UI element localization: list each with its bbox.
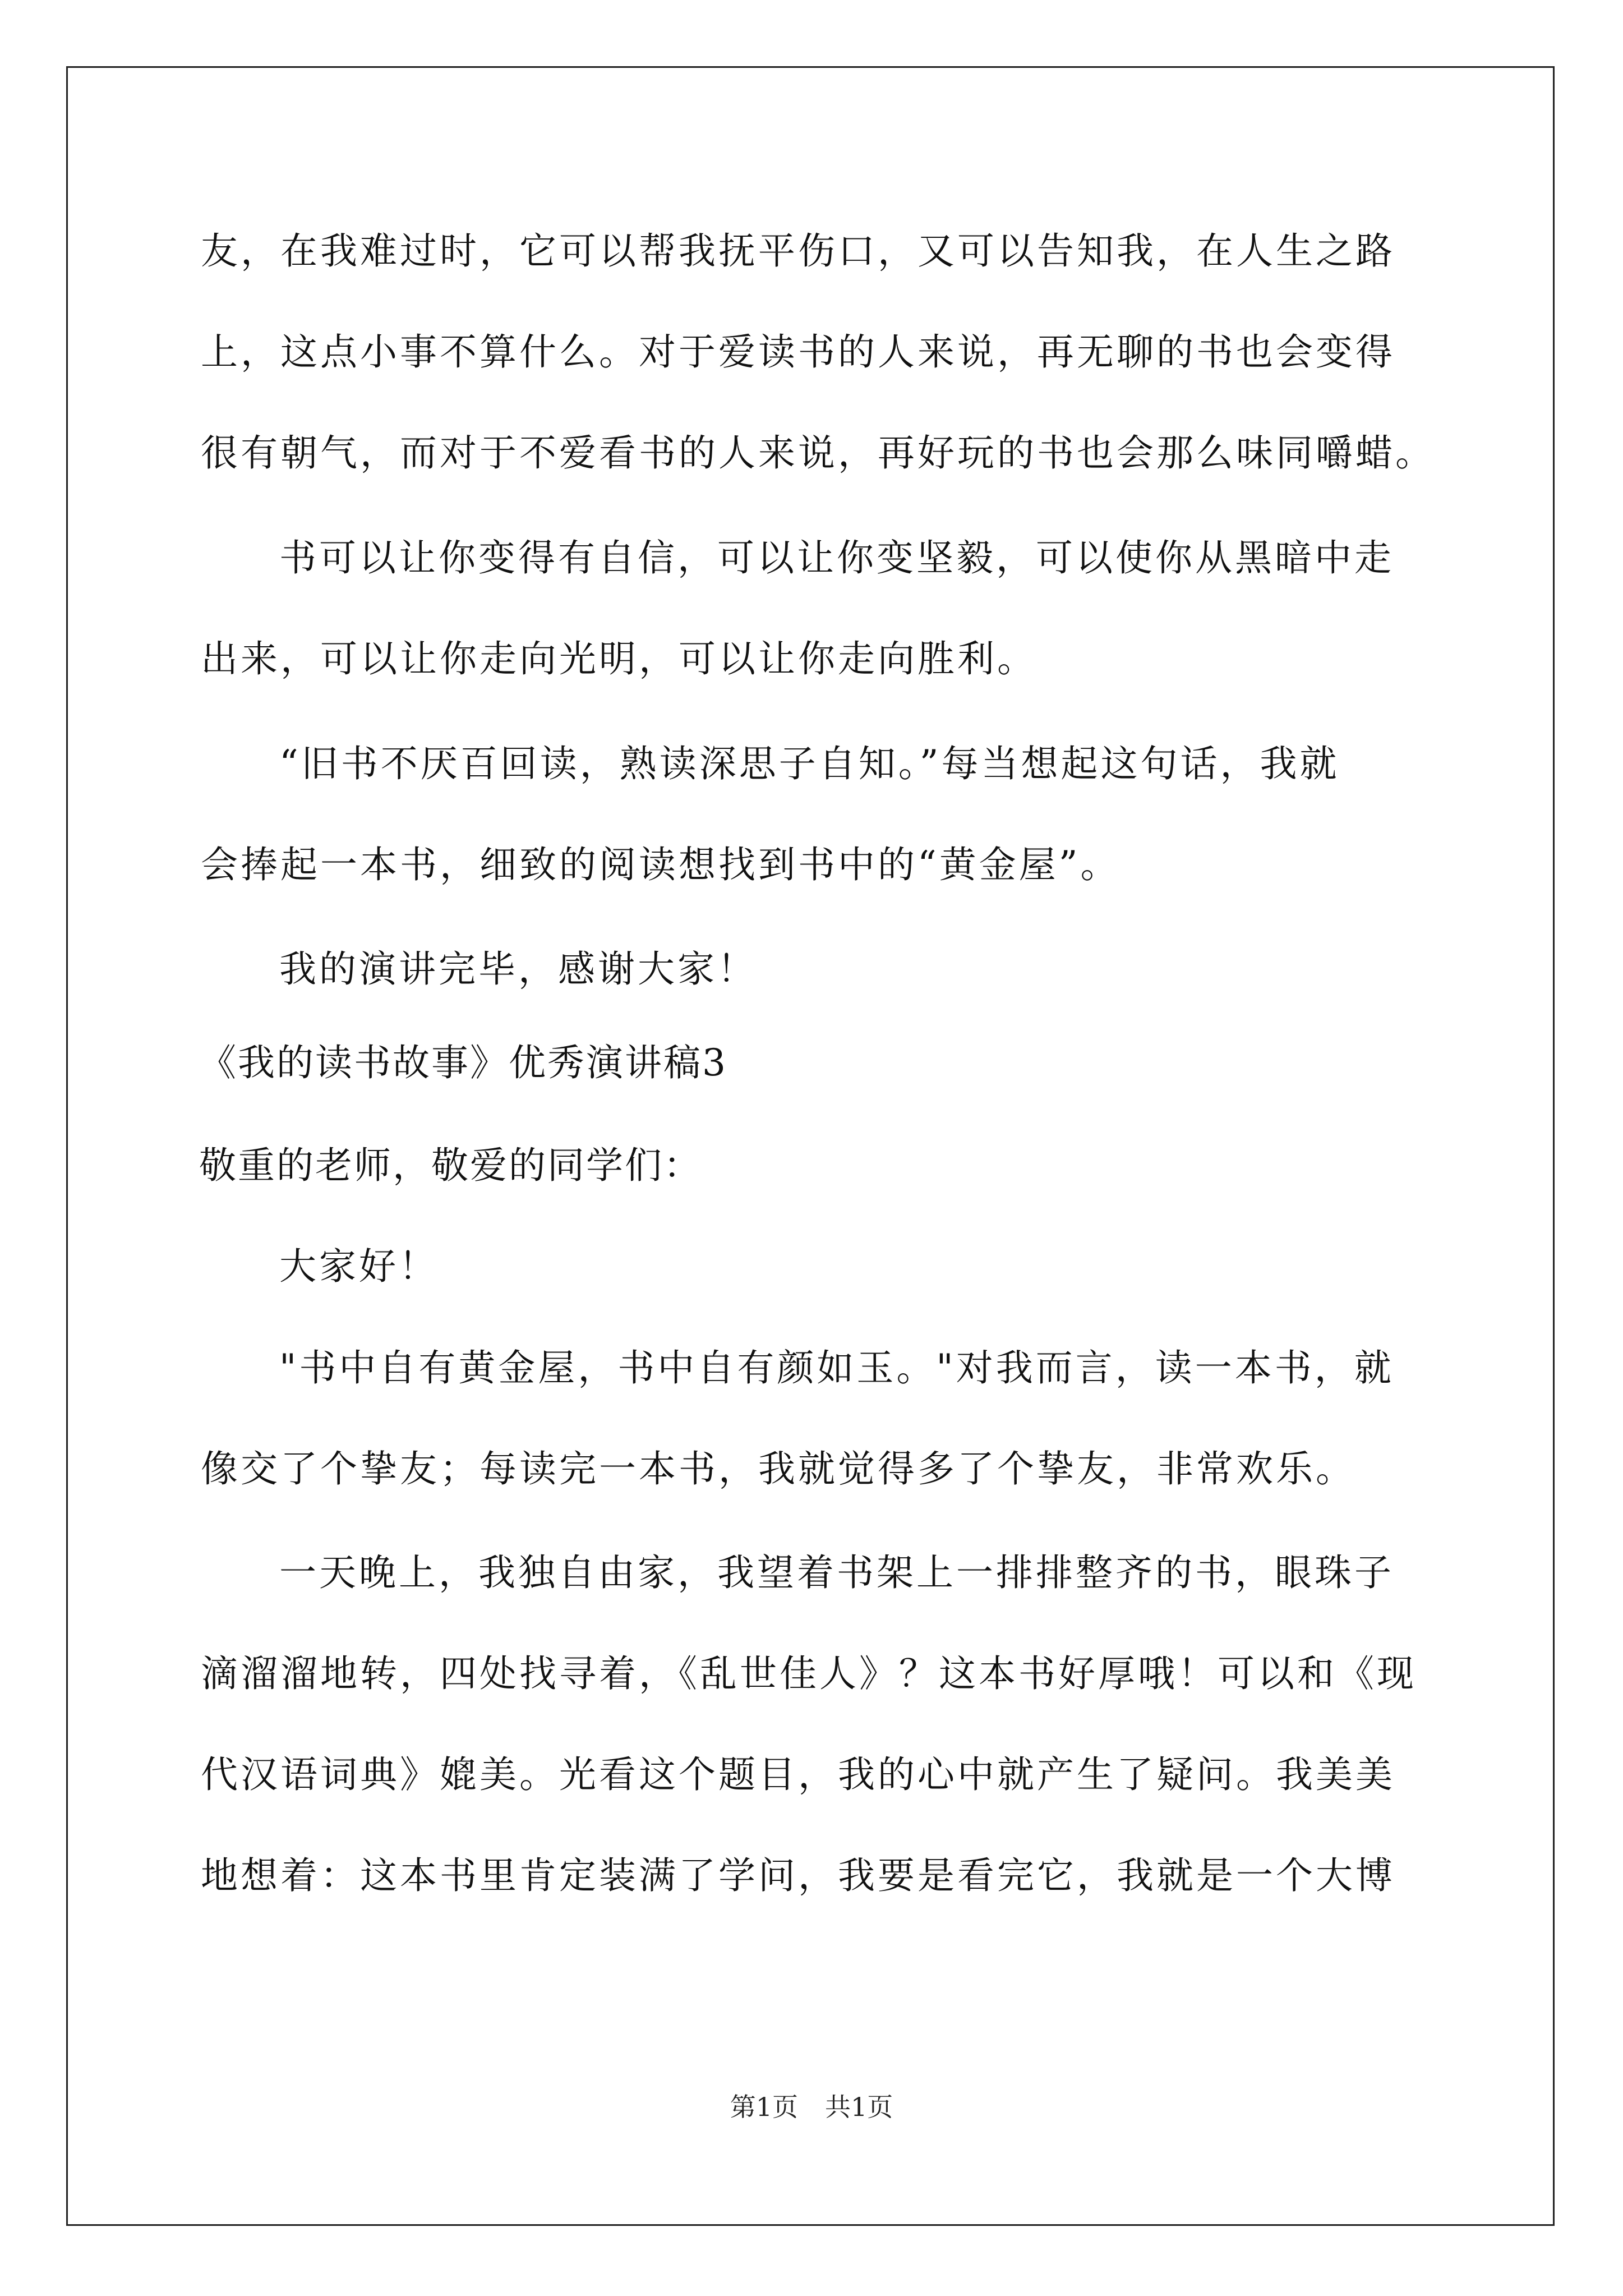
paragraph-start-line: “旧书不厌百回读，熟读深思子自知。”每当想起这句话，我就 (279, 742, 1340, 785)
body-line: 地想着：这本书里肯定装满了学问，我要是看完它，我就是一个大博 (201, 1854, 1395, 1897)
paragraph-start-line: 书可以让你变得有自信，可以让你变坚毅，可以使你从黑暗中走 (279, 536, 1394, 579)
body-line: 出来，可以让你走向光明，可以让你走向胜利。 (201, 637, 1037, 680)
greeting: 大家好！ (279, 1245, 439, 1288)
salutation: 敬重的老师，敬爱的同学们： (199, 1144, 702, 1187)
body-line: 代汉语词典》媲美。光看这个题目，我的心中就产生了疑问。我美美 (201, 1753, 1395, 1796)
page-total: 共1页 (825, 2092, 893, 2122)
body-line: 会捧起一本书，细致的阅读想找到书中的“黄金屋”。 (201, 843, 1121, 886)
closing-line: 我的演讲完毕，感谢大家！ (279, 947, 757, 991)
body-line: 上，这点小事不算什么。对于爱读书的人来说，再无聊的书也会变得 (201, 330, 1395, 374)
body-line: 友，在我难过时，它可以帮我抚平伤口，又可以告知我，在人生之路 (201, 229, 1395, 273)
body-line: 像交了个挚友；每读完一本书，我就觉得多了个挚友，非常欢乐。 (201, 1447, 1355, 1490)
paragraph-start-line: "书中自有黄金屋，书中自有颜如玉。"对我而言，读一本书，就 (279, 1346, 1394, 1389)
body-line: 很有朝气，而对于不爱看书的人来说，再好玩的书也会那么味同嚼蜡。 (201, 431, 1435, 475)
page-footer (0, 2091, 1623, 2123)
paragraph-start-line: 一天晚上，我独自由家，我望着书架上一排排整齐的书，眼珠子 (279, 1551, 1394, 1594)
body-line: 滴溜溜地转，四处找寻着，《乱世佳人》？这本书好厚哦！可以和《现 (201, 1652, 1417, 1695)
page-number: 第1页 (730, 2092, 798, 2122)
section-title: 《我的读书故事》优秀演讲稿3 (199, 1041, 727, 1084)
